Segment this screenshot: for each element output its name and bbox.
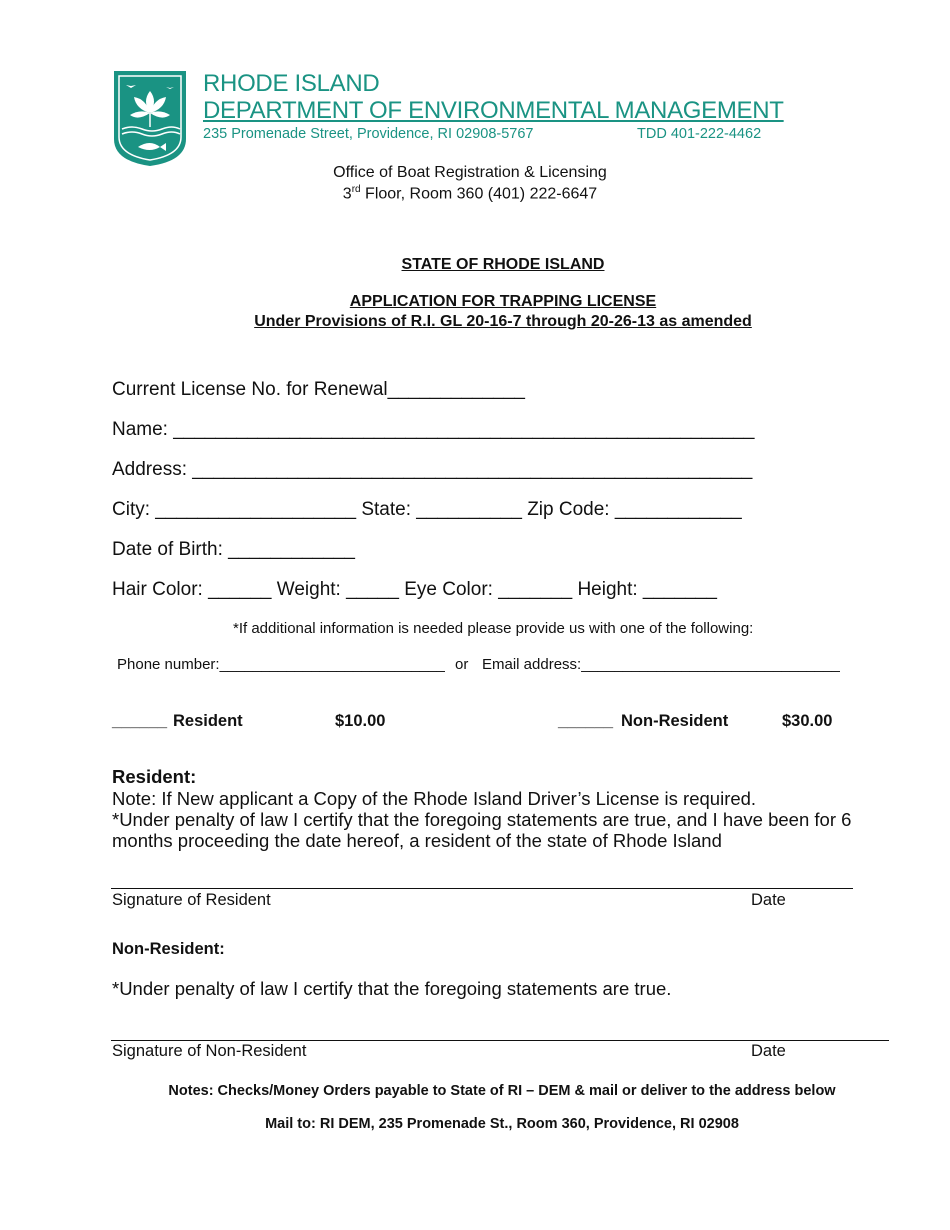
license-renewal-field[interactable]: Current License No. for Renewal_____________: [112, 379, 525, 400]
office-name: Office of Boat Registration & Licensing: [333, 164, 607, 181]
resident-certify-line2: months proceeding the date hereof, a resident of the state of Rhode Island: [112, 830, 722, 851]
title-provisions: Under Provisions of R.I. GL 20-16-7 through 20-26-13 as amended: [254, 313, 752, 330]
resident-signature-label: Signature of Resident: [112, 891, 271, 909]
mail-to-address: Mail to: RI DEM, 235 Promenade St., Room 360, Providence, RI 02908: [265, 1116, 739, 1132]
nonresident-date-label: Date: [751, 1042, 786, 1060]
nonresident-heading: Non-Resident:: [112, 940, 225, 958]
nonresident-signature-label: Signature of Non-Resident: [112, 1042, 307, 1060]
or-label: or: [455, 656, 469, 673]
nonresident-certify: *Under penalty of law I certify that the foregoing statements are true.: [112, 978, 672, 999]
resident-note: Note: If New applicant a Copy of the Rhode Island Driver’s License is required.: [112, 788, 757, 809]
nonresident-fee-label: Non-Resident: [621, 712, 729, 730]
title-application: APPLICATION FOR TRAPPING LICENSE: [349, 293, 657, 310]
office-floor: 3rd Floor, Room 360 (401) 222-6647: [342, 184, 598, 203]
resident-fee-price: $10.00: [335, 712, 386, 730]
address-field[interactable]: Address: _____________________________________________________: [112, 459, 753, 480]
resident-heading: Resident:: [112, 766, 197, 787]
resident-fee-label: Resident: [173, 712, 243, 730]
nonresident-signature-line[interactable]: [111, 1040, 889, 1041]
payment-notes: Notes: Checks/Money Orders payable to State of RI – DEM & mail or deliver to the address below: [168, 1083, 836, 1099]
header-address: 235 Promenade Street, Providence, RI 02908-5767: [203, 126, 534, 142]
header-state-name: RHODE ISLAND: [203, 70, 380, 97]
header-tdd: TDD 401-222-4462: [637, 126, 762, 142]
email-field[interactable]: Email address:_______________________________: [482, 656, 840, 673]
resident-signature-line[interactable]: [111, 888, 853, 889]
nonresident-fee-price: $30.00: [782, 712, 833, 730]
nonresident-checkbox-blank[interactable]: ______: [558, 712, 614, 730]
header-department: DEPARTMENT OF ENVIRONMENTAL MANAGEMENT: [203, 97, 784, 124]
city-state-zip-field[interactable]: City: ___________________ State: __________ Zip Code: ____________: [112, 499, 742, 520]
resident-checkbox-blank[interactable]: ______: [112, 712, 168, 730]
title-state: STATE OF RHODE ISLAND: [401, 256, 605, 273]
phone-field[interactable]: Phone number:___________________________: [117, 656, 445, 673]
ri-dem-seal-logo: [112, 69, 188, 167]
name-field[interactable]: Name: _______________________________________________________: [112, 419, 755, 440]
resident-certify-line1: *Under penalty of law I certify that the foregoing statements are true, and I have been for 6: [112, 809, 852, 830]
additional-info-note: *If additional information is needed please provide us with one of the following:: [233, 620, 754, 637]
resident-date-label: Date: [751, 891, 786, 909]
physical-description-field[interactable]: Hair Color: ______ Weight: _____ Eye Color: _______ Height: _______: [112, 579, 717, 600]
date-of-birth-field[interactable]: Date of Birth: ____________: [112, 539, 355, 560]
